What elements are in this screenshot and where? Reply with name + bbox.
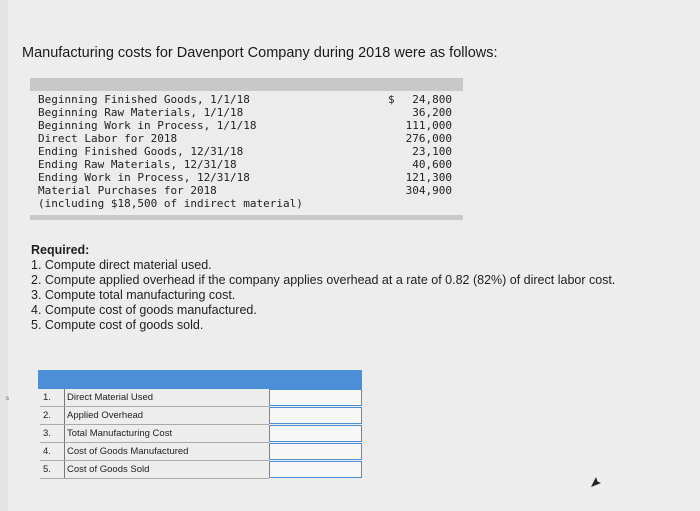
cost-labels bbox=[38, 93, 303, 210]
panel-top-bar bbox=[30, 78, 463, 91]
row-label: Direct Material Used bbox=[67, 392, 154, 403]
row-number: 5. bbox=[40, 461, 65, 479]
cost-label: Beginning Finished Goods, 1/1/18 bbox=[38, 93, 250, 106]
answer-row-applied-overhead bbox=[38, 407, 362, 425]
row-number: 2. bbox=[40, 407, 65, 425]
row-label: Total Manufacturing Cost bbox=[67, 428, 173, 439]
row-number: 1. bbox=[40, 389, 65, 407]
cost-label: Ending Raw Materials, 12/31/18 bbox=[38, 158, 237, 171]
cost-of-goods-manufactured-input[interactable] bbox=[269, 443, 362, 460]
cost-value: 121,300 bbox=[405, 171, 452, 184]
answer-row-cogs bbox=[38, 461, 362, 479]
side-mark: s bbox=[6, 396, 9, 402]
cost-value: 111,000 bbox=[405, 119, 452, 132]
page-edge bbox=[0, 0, 8, 511]
panel-bottom-bar bbox=[30, 215, 463, 220]
required-title: Required: bbox=[31, 243, 90, 257]
direct-material-input[interactable] bbox=[269, 389, 362, 406]
cost-value: 276,000 bbox=[405, 132, 452, 145]
cost-data-panel bbox=[30, 78, 463, 220]
cost-value: 36,200 bbox=[412, 106, 452, 119]
answer-row-direct-material bbox=[38, 389, 362, 407]
required-task: 1. Compute direct material used. bbox=[31, 258, 212, 272]
cost-of-goods-sold-input[interactable] bbox=[269, 461, 362, 478]
answer-table-header bbox=[38, 370, 362, 389]
answer-row-total-manufacturing bbox=[38, 425, 362, 443]
applied-overhead-input[interactable] bbox=[269, 407, 362, 424]
cost-value: 304,900 bbox=[405, 184, 452, 197]
cost-label: Beginning Work in Process, 1/1/18 bbox=[38, 119, 257, 132]
cost-label: Direct Labor for 2018 bbox=[38, 132, 178, 145]
cost-label: Beginning Raw Materials, 1/1/18 bbox=[38, 106, 244, 119]
cost-label: Ending Finished Goods, 12/31/18 bbox=[38, 145, 244, 158]
row-number: 3. bbox=[40, 425, 65, 443]
cost-value: 40,600 bbox=[412, 158, 452, 171]
answer-row-cogm bbox=[38, 443, 362, 461]
row-label: Cost of Goods Sold bbox=[67, 464, 150, 475]
required-task: 4. Compute cost of goods manufactured. bbox=[31, 303, 257, 317]
cost-values bbox=[394, 93, 452, 197]
required-section bbox=[31, 243, 615, 333]
cost-label: Ending Work in Process, 12/31/18 bbox=[38, 171, 250, 184]
row-label: Applied Overhead bbox=[67, 410, 144, 421]
mouse-pointer-icon bbox=[590, 476, 602, 488]
row-divider bbox=[40, 478, 269, 479]
cost-value: 24,800 bbox=[412, 93, 452, 106]
required-task: 3. Compute total manufacturing cost. bbox=[31, 288, 236, 302]
cost-label: Material Purchases for 2018 bbox=[38, 184, 217, 197]
cost-label: (including $18,500 of indirect material) bbox=[38, 197, 303, 210]
total-manufacturing-cost-input[interactable] bbox=[269, 425, 362, 442]
required-task: 2. Compute applied overhead if the company applies overhead at a rate of 0.82 (82%) of direct labor cost. bbox=[31, 273, 616, 287]
row-label: Cost of Goods Manufactured bbox=[67, 446, 189, 457]
row-number: 4. bbox=[40, 443, 65, 461]
required-task: 5. Compute cost of goods sold. bbox=[31, 318, 204, 332]
cost-value: 23,100 bbox=[412, 145, 452, 158]
currency-symbol: $ bbox=[388, 93, 395, 106]
problem-heading: Manufacturing costs for Davenport Company during 2018 were as follows: bbox=[22, 45, 498, 61]
